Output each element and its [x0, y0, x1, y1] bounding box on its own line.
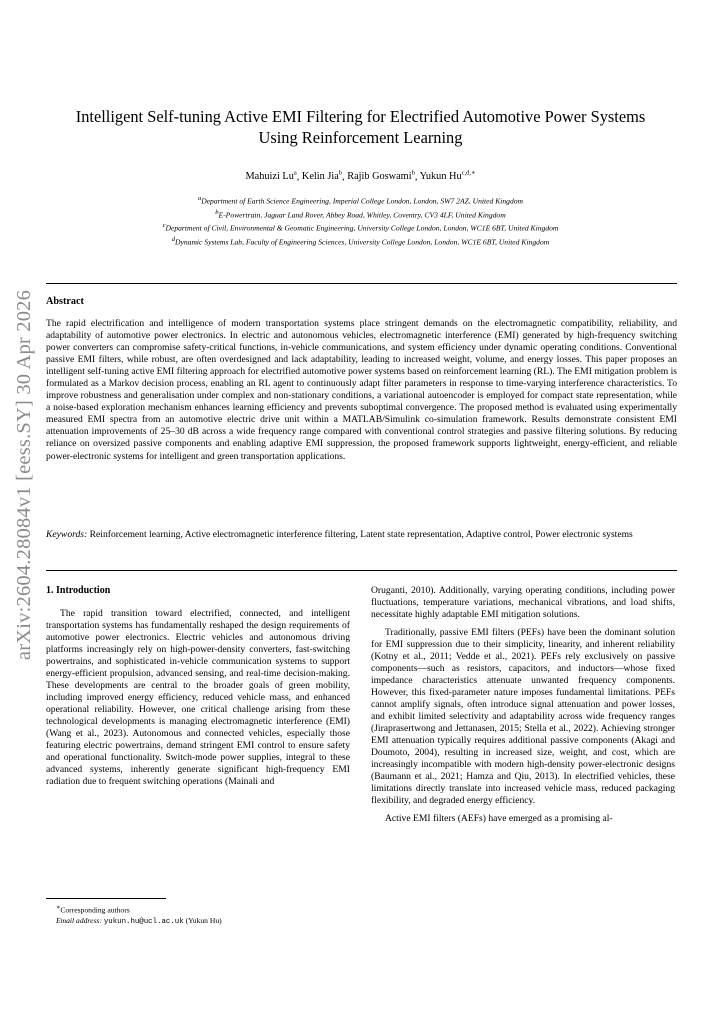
keywords-text: Reinforcement learning, Active electromagnetic interference filtering, Latent state representation, Adaptive control, Power electronic systems [89, 529, 633, 540]
keywords [46, 529, 677, 541]
author: Rajib Goswami$^b$ [347, 170, 415, 183]
arxiv-watermark: arXiv:2604.28084v1 [eess.SY] 30 Apr 2026 [13, 289, 35, 661]
title-line-2: Using Reinforcement Learning [258, 128, 463, 147]
keywords-label: Keywords: [46, 529, 88, 540]
footnote: ∗Corresponding authors Email address: yukun.hu@ucl.ac.uk (Yukun Hu) [56, 904, 222, 926]
affiliation: $^a$Department of Earth Science Engineering, Imperial College London, London, SW7 2AZ, United Kingdom [197, 195, 524, 206]
rule-bottom [46, 570, 677, 571]
author-list: Mahuizi Lu$^a$, Kelin Jia$^b$, Rajib Goswami$^b$, Yukun $Hu^{c,d,∗}$ [245, 170, 476, 183]
affiliation: $^d$Dynamic Systems Lab, Faculty of Engineering Sciences, University College London, London, WC1E 6BT, United Kingdom [171, 236, 550, 247]
author: Kelin Jia$^b$ [301, 170, 343, 183]
footnote-rule [46, 898, 166, 899]
paper-title [40, 106, 681, 148]
rule-top [46, 283, 677, 284]
author: Yukun $Hu^{c,d,∗}$ [419, 170, 476, 183]
left-column [46, 585, 350, 788]
paragraph: Traditionally, passive EMI filters (PEFs) have been the dominant solution for EMI suppression due to their simplicity, linearity, and inherent reliability (Kotny et al., 2011; Vedde et al., 2021). PEFs rely exclusively on passive components—such as resistors, capacitors, and inductors—whose fixed impedance characteristics attenuate unwanted frequency components. However, this fixed-parameter nature imposes fundamental limitations. PEFs cannot amplify signals, often introduce signal attenuation and power losses, and exhibit limited selectivity and adaptability across wide frequency ranges (Jiraprasertwong and Jettanasen, 2015; Stella et al., 2022). Achieving stronger EMI attenuation typically requires additional passive components (Akagi and Doumoto, 2004), resulting in increased size, weight, and cost, which are increasingly incompatible with modern high-density power-electronic designs (Baumann et al., 2021; Hamza and Qiu, 2013). In electrified vehicles, these limitations directly translate into increased vehicle mass, reduced packaging flexibility, and degraded energy efficiency. [371, 627, 675, 807]
email-link[interactable]: yukun.hu@ucl.ac.uk [103, 917, 184, 926]
title-line-1: Intelligent Self-tuning Active EMI Filtering for Electrified Automotive Power Systems [75, 107, 646, 126]
affiliation: $^c$Department of Civil, Environmental & Geomatic Engineering, University College London, London, WC1E 6BT, United Kingdom [162, 222, 559, 233]
author: Mahuizi Lu$^a$ [245, 170, 297, 183]
affiliation: $^b$E-Powertrain, Jaguar Land Rover, Abbey Road, Whitley, Coventry, CV3 4LF, United Kingdom [215, 208, 506, 220]
right-column [371, 585, 675, 825]
abstract-heading: Abstract [46, 296, 84, 307]
abstract-text: The rapid electrification and intelligence of modern transportation systems place stringent demands on the electromagnetic compatibility, reliability, and adaptability of automotive power electronics. In electric and autonomous vehicles, electromagnetic interference (EMI) generated by high-frequency switching power converters can compromise safety-critical functions, in-vehicle communications, and system efficiency under dynamic operating conditions. Conventional passive EMI filters, while robust, are often overdesigned and lack adaptability, leading to increased weight, volume, and energy losses. This paper proposes an intelligent self-tuning active EMI filtering approach for electrified automotive power systems based on reinforcement learning (RL). The EMI mitigation problem is formulated as a Markov decision process, enabling an RL agent to continuously adapt filter parameters in response to time-varying interference characteristics. To improve robustness and generalisation under complex and non-stationary conditions, a variational autoencoder is employed for compact state representation, while a noise-based exploration mechanism enhances learning efficiency and prevents suboptimal convergence. The proposed method is evaluated using experimentally measured EMI spectra from an automotive electric drive unit within a MATLAB/Simulink co-simulation framework. Results demonstrate consistent EMI attenuation improvements of 25–30 dB across a wide frequency range compared with conventional control strategies and passive filtering solutions. By reducing reliance on oversized passive components and enabling adaptive EMI suppression, the proposed framework supports lightweight, energy-efficient, and reliable power-electronic systems for intelligent and green transportation applications. [46, 318, 677, 462]
affiliations [40, 193, 681, 248]
paragraph: Active EMI filters (AEFs) have emerged as a promising al- [385, 813, 613, 825]
section-heading: 1. Introduction [46, 585, 111, 596]
paragraph: Oruganti, 2010). Additionally, varying operating conditions, including power fluctuations, temperature variations, mechanical vibrations, and load shifts, necessitate highly adaptable EMI mitigation solutions. [371, 585, 675, 621]
paragraph: The rapid transition toward electrified, connected, and intelligent transportation systems has fundamentally reshaped the design requirements of automotive power electronics. Electric vehicles and autonomous driving platforms increasingly rely on high-power-density converters, fast-switching powertrains, and sophisticated in-vehicle communication systems to support energy-efficient propulsion, advanced sensing, and real-time decision-making. These developments are central to the broader goals of green mobility, including improved energy efficiency, reduced vehicle mass, and enhanced operational reliability. However, one critical challenge arising from these technological developments is managing electromagnetic interference (EMI) (Wang et al., 2023). Autonomous and connected vehicles, especially those featuring electric powertrains, demand stringent EMI control to ensure safety and operational functionality. Switch-mode power supplies, integral to these advanced systems, inherently generate significant high-frequency EMI radiation due to frequent switching operations (Mainali and [46, 608, 350, 788]
